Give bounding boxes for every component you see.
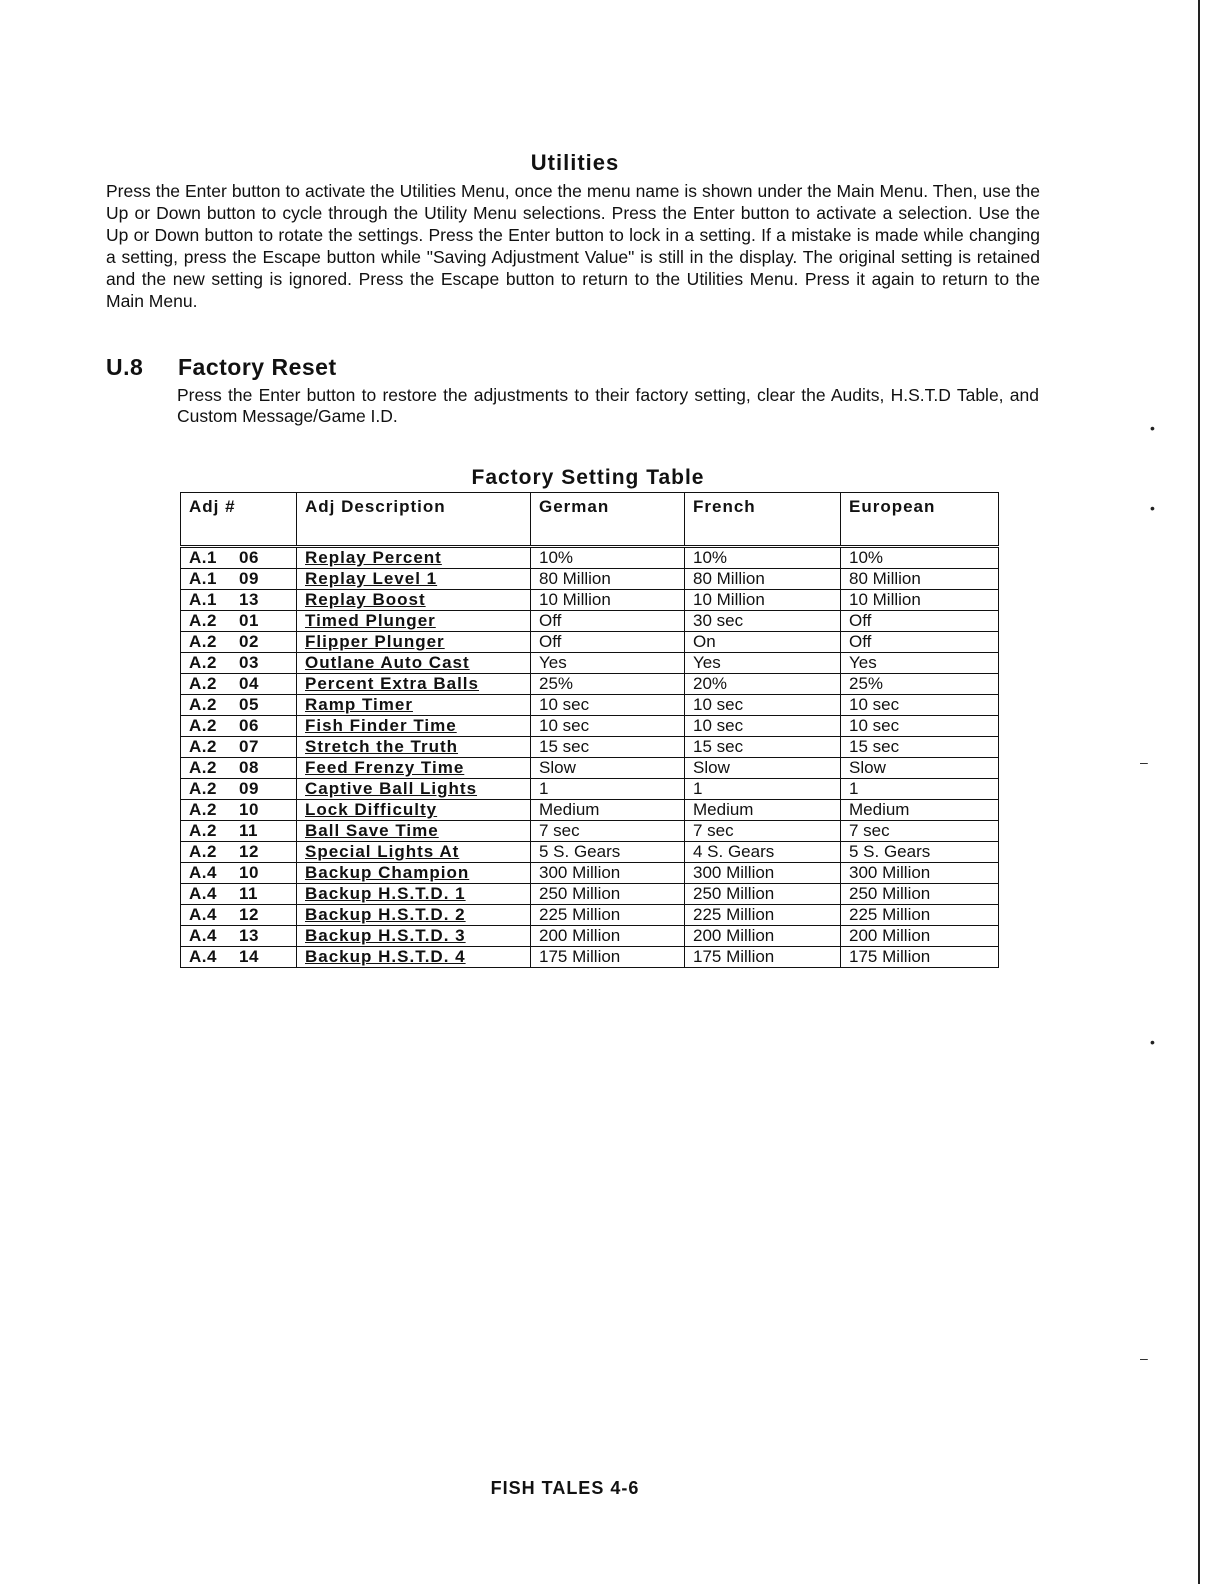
- adj-group: A.1: [189, 590, 217, 609]
- cell-adj-number: [181, 905, 297, 926]
- cell-adj-number: [181, 926, 297, 947]
- cell-adj-description: Ball Save Time: [297, 821, 531, 842]
- table-row: [181, 569, 999, 590]
- cell-adj-number: [181, 863, 297, 884]
- cell-german: Medium: [531, 800, 685, 821]
- cell-european: 7 sec: [841, 821, 999, 842]
- cell-adj-number: [181, 674, 297, 695]
- cell-german: 10%: [531, 547, 685, 569]
- cell-french: 20%: [685, 674, 841, 695]
- cell-adj-number: [181, 821, 297, 842]
- cell-french: Medium: [685, 800, 841, 821]
- cell-adj-description: Backup H.S.T.D. 3: [297, 926, 531, 947]
- cell-european: 10 sec: [841, 716, 999, 737]
- scan-speck: –: [1140, 1350, 1148, 1366]
- cell-german: 80 Million: [531, 569, 685, 590]
- cell-french: 4 S. Gears: [685, 842, 841, 863]
- adj-index: 05: [239, 695, 259, 714]
- cell-european: 1: [841, 779, 999, 800]
- adj-group: A.4: [189, 884, 217, 903]
- cell-european: 15 sec: [841, 737, 999, 758]
- adj-index: 04: [239, 674, 259, 693]
- adj-index: 07: [239, 737, 259, 756]
- cell-adj-number: [181, 800, 297, 821]
- cell-european: 25%: [841, 674, 999, 695]
- adj-index: 01: [239, 611, 259, 630]
- cell-adj-description: Replay Boost: [297, 590, 531, 611]
- adj-index: 10: [239, 800, 259, 819]
- cell-french: 30 sec: [685, 611, 841, 632]
- cell-european: Medium: [841, 800, 999, 821]
- table-row: [181, 611, 999, 632]
- cell-german: 5 S. Gears: [531, 842, 685, 863]
- cell-french: 15 sec: [685, 737, 841, 758]
- cell-adj-description: Outlane Auto Cast: [297, 653, 531, 674]
- cell-adj-description: Backup H.S.T.D. 1: [297, 884, 531, 905]
- cell-adj-description: Special Lights At: [297, 842, 531, 863]
- cell-adj-description: Backup H.S.T.D. 4: [297, 947, 531, 968]
- cell-french: 225 Million: [685, 905, 841, 926]
- table-row: [181, 653, 999, 674]
- adj-index: 12: [239, 842, 259, 861]
- cell-german: 10 sec: [531, 695, 685, 716]
- header-adj-description: Adj Description: [297, 493, 531, 547]
- scan-speck: –: [1140, 754, 1148, 770]
- cell-european: 300 Million: [841, 863, 999, 884]
- cell-french: Yes: [685, 653, 841, 674]
- cell-adj-description: Backup Champion: [297, 863, 531, 884]
- adj-group: A.4: [189, 926, 217, 945]
- table-row: [181, 674, 999, 695]
- cell-german: 175 Million: [531, 947, 685, 968]
- cell-german: 225 Million: [531, 905, 685, 926]
- adj-index: 11: [239, 884, 258, 903]
- cell-german: 10 sec: [531, 716, 685, 737]
- adj-group: A.4: [189, 947, 217, 966]
- adj-index: 02: [239, 632, 259, 651]
- cell-german: 25%: [531, 674, 685, 695]
- section-number: U.8: [106, 354, 144, 380]
- cell-european: 175 Million: [841, 947, 999, 968]
- cell-german: 250 Million: [531, 884, 685, 905]
- table-row: [181, 716, 999, 737]
- table-row: [181, 821, 999, 842]
- table-body: [181, 547, 999, 968]
- cell-french: 80 Million: [685, 569, 841, 590]
- cell-european: 250 Million: [841, 884, 999, 905]
- page-title: Utilities: [530, 150, 620, 175]
- adj-index: 09: [239, 779, 259, 798]
- section-body: Press the Enter button to restore the adjustments to their factory setting, clear the Audits, H.S.T.D Table, and Custom Message/Game I.D.: [177, 385, 1039, 426]
- adj-group: A.2: [189, 611, 217, 630]
- cell-german: 1: [531, 779, 685, 800]
- adj-index: 12: [239, 905, 259, 924]
- intro-paragraph: Press the Enter button to activate the Utilities Menu, once the menu name is shown under the Main Menu. Then, use the Up or Down button to cycle through the Utility Menu selections. Press the Enter button to activate a selection. Use the Up or Down button to rotate the settings. Press the Enter button to lock in a setting. If a mistake is made while changing a setting, press the Escape button while "Saving Adjustment Value" is still in the display. The original setting is retained and the new setting is ignored. Press the Escape button to return to the Utilities Menu. Press it again to return to the Main Menu.: [106, 181, 1040, 311]
- cell-french: 10%: [685, 547, 841, 569]
- cell-adj-number: [181, 569, 297, 590]
- adj-group: A.1: [189, 569, 217, 588]
- cell-adj-number: [181, 884, 297, 905]
- adj-index: 10: [239, 863, 259, 882]
- cell-european: 10 sec: [841, 695, 999, 716]
- cell-adj-number: [181, 695, 297, 716]
- cell-adj-number: [181, 653, 297, 674]
- table-row: [181, 758, 999, 779]
- cell-french: 10 sec: [685, 695, 841, 716]
- cell-french: 10 sec: [685, 716, 841, 737]
- cell-adj-description: Backup H.S.T.D. 2: [297, 905, 531, 926]
- cell-adj-description: Ramp Timer: [297, 695, 531, 716]
- cell-adj-description: Stretch the Truth: [297, 737, 531, 758]
- cell-adj-description: Replay Percent: [297, 547, 531, 569]
- adj-index: 06: [239, 548, 259, 567]
- page-footer: FISH TALES 4-6: [490, 1478, 640, 1498]
- header-european: European: [841, 493, 999, 547]
- cell-german: 10 Million: [531, 590, 685, 611]
- header-german: German: [531, 493, 685, 547]
- adj-group: A.2: [189, 737, 217, 756]
- cell-european: Slow: [841, 758, 999, 779]
- cell-adj-number: [181, 716, 297, 737]
- cell-french: 175 Million: [685, 947, 841, 968]
- adj-group: A.1: [189, 548, 217, 567]
- cell-adj-number: [181, 758, 297, 779]
- cell-french: On: [685, 632, 841, 653]
- scan-edge-line: [1198, 0, 1200, 1584]
- adj-index: 06: [239, 716, 259, 735]
- section-heading: [106, 354, 337, 381]
- cell-adj-number: [181, 590, 297, 611]
- adj-group: A.2: [189, 674, 217, 693]
- cell-adj-description: Lock Difficulty: [297, 800, 531, 821]
- cell-french: 250 Million: [685, 884, 841, 905]
- adj-group: A.2: [189, 821, 217, 840]
- cell-german: Yes: [531, 653, 685, 674]
- table-row: [181, 842, 999, 863]
- cell-adj-description: Fish Finder Time: [297, 716, 531, 737]
- factory-setting-table: [180, 492, 999, 968]
- adj-index: 13: [239, 590, 259, 609]
- adj-group: A.2: [189, 695, 217, 714]
- table-row: [181, 590, 999, 611]
- cell-adj-description: Flipper Plunger: [297, 632, 531, 653]
- table-row: [181, 800, 999, 821]
- table-title: Factory Setting Table: [471, 466, 705, 489]
- table-row: [181, 695, 999, 716]
- table-row: [181, 884, 999, 905]
- adj-index: 14: [239, 947, 259, 966]
- cell-french: Slow: [685, 758, 841, 779]
- cell-european: 200 Million: [841, 926, 999, 947]
- cell-german: 300 Million: [531, 863, 685, 884]
- cell-french: 200 Million: [685, 926, 841, 947]
- table-row: [181, 779, 999, 800]
- adj-group: A.2: [189, 800, 217, 819]
- cell-adj-number: [181, 632, 297, 653]
- cell-german: Off: [531, 632, 685, 653]
- cell-adj-description: Replay Level 1: [297, 569, 531, 590]
- adj-group: A.2: [189, 632, 217, 651]
- cell-adj-description: Captive Ball Lights: [297, 779, 531, 800]
- adj-group: A.2: [189, 779, 217, 798]
- adj-index: 03: [239, 653, 259, 672]
- cell-french: 1: [685, 779, 841, 800]
- cell-german: 7 sec: [531, 821, 685, 842]
- cell-european: Off: [841, 632, 999, 653]
- cell-french: 10 Million: [685, 590, 841, 611]
- cell-european: Yes: [841, 653, 999, 674]
- adj-group: A.2: [189, 653, 217, 672]
- table-row: [181, 905, 999, 926]
- cell-european: 5 S. Gears: [841, 842, 999, 863]
- header-adj-number: Adj #: [181, 493, 297, 547]
- scan-speck: •: [1150, 1034, 1155, 1050]
- cell-adj-number: [181, 842, 297, 863]
- header-french: French: [685, 493, 841, 547]
- scan-speck: •: [1150, 420, 1155, 436]
- cell-european: Off: [841, 611, 999, 632]
- cell-adj-number: [181, 779, 297, 800]
- section-title: Factory Reset: [178, 354, 337, 380]
- scan-speck: •: [1150, 500, 1155, 516]
- adj-index: 11: [239, 821, 258, 840]
- table-row: [181, 863, 999, 884]
- cell-european: 225 Million: [841, 905, 999, 926]
- cell-german: 200 Million: [531, 926, 685, 947]
- cell-adj-number: [181, 547, 297, 569]
- cell-european: 80 Million: [841, 569, 999, 590]
- adj-group: A.2: [189, 716, 217, 735]
- cell-adj-number: [181, 737, 297, 758]
- table-row: [181, 737, 999, 758]
- table-row: [181, 632, 999, 653]
- cell-french: 300 Million: [685, 863, 841, 884]
- adj-index: 08: [239, 758, 259, 777]
- table-header-row: [181, 493, 999, 547]
- table-row: [181, 926, 999, 947]
- adj-index: 13: [239, 926, 259, 945]
- cell-european: 10%: [841, 547, 999, 569]
- table-row: [181, 547, 999, 569]
- cell-adj-description: Timed Plunger: [297, 611, 531, 632]
- cell-german: Slow: [531, 758, 685, 779]
- cell-adj-number: [181, 947, 297, 968]
- cell-german: Off: [531, 611, 685, 632]
- cell-adj-number: [181, 611, 297, 632]
- adj-group: A.2: [189, 842, 217, 861]
- cell-adj-description: Percent Extra Balls: [297, 674, 531, 695]
- cell-adj-description: Feed Frenzy Time: [297, 758, 531, 779]
- adj-group: A.4: [189, 863, 217, 882]
- table-row: [181, 947, 999, 968]
- cell-european: 10 Million: [841, 590, 999, 611]
- adj-group: A.4: [189, 905, 217, 924]
- adj-group: A.2: [189, 758, 217, 777]
- cell-german: 15 sec: [531, 737, 685, 758]
- adj-index: 09: [239, 569, 259, 588]
- cell-french: 7 sec: [685, 821, 841, 842]
